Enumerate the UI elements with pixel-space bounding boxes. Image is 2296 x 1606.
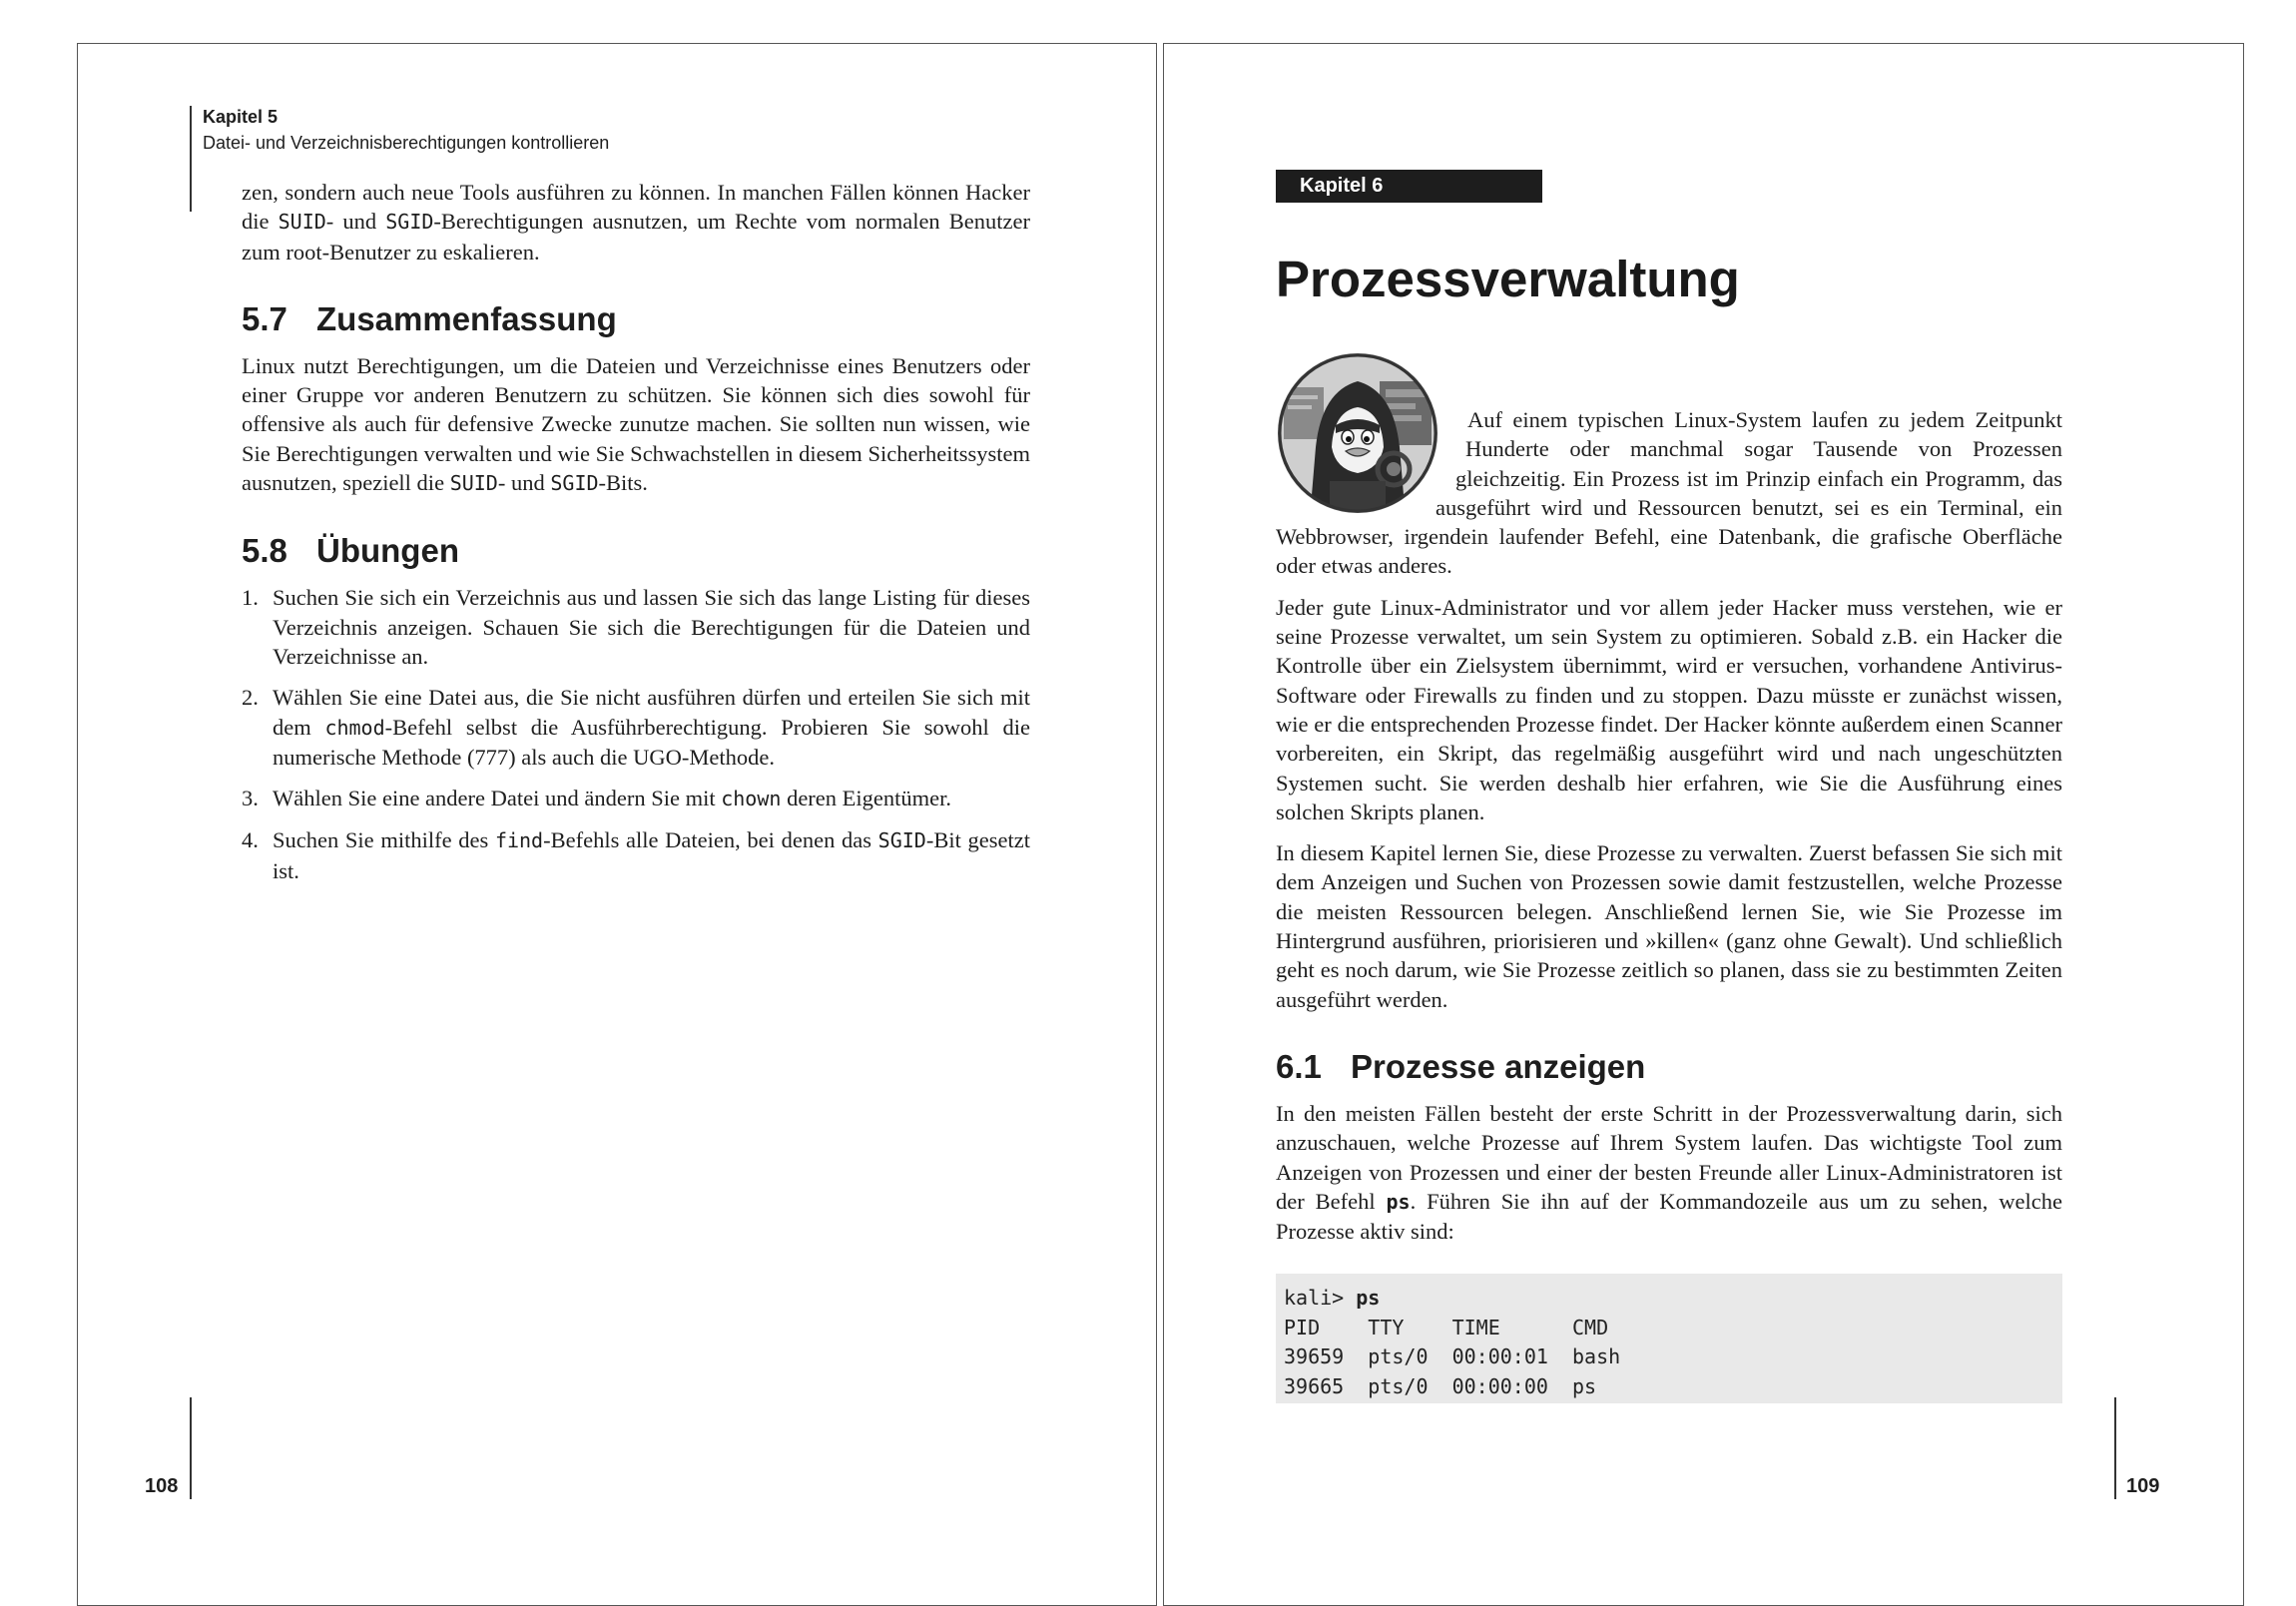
code-prompt-line: kali> ps bbox=[1284, 1286, 1381, 1310]
inline-code-suid: SUID bbox=[278, 210, 326, 235]
chapter-intro bbox=[1276, 405, 2062, 1246]
intro-paragraph-1: Auf einem typischen Linux-System laufen zu jedem Zeitpunkt Hunderte oder manchmal sogar Tausende von Prozessen gleichzeitig. Ein Prozess ist im Prinzip einfach ein Programm, das ausgeführt wird und Ressourcen benutzt, sei es ein Terminal, ein Webbrowser, irgendein laufender Befehl, eine Datenbank, die grafische Oberfläche oder etwas anderes. bbox=[1276, 407, 2062, 579]
summary-paragraph: Linux nutzt Berechtigungen, um die Dateien und Verzeichnisse eines Benutzers oder einer Gruppe vor anderen Benutzern zu schützen. Sie können sich dies sowohl für offensive als auch für defensive Zwecke zunutze machen. Sie sollten nun wissen, wie Sie Berechtigungen verwalten und wie Sie Schwachstellen in diesem Sicherheitssystem ausnutzen, speziell die SUID- und SGID-Bits. bbox=[242, 352, 1030, 496]
running-head-title: Datei- und Verzeichnisberechtigungen kontrollieren bbox=[203, 133, 610, 153]
code-block bbox=[1276, 1274, 2062, 1403]
inline-code-find: find bbox=[494, 828, 544, 853]
inline-code-sgid: SGID bbox=[385, 210, 434, 235]
list-item: 1. Suchen Sie sich ein Verzeichnis aus und lassen Sie sich das lange Listing für dieses Verzeichnis anzeigen. Schauen Sie sich die Berechtigungen für die Dateien und Verzeichnisse an. bbox=[242, 585, 1030, 669]
page-number-left: 108 bbox=[145, 1475, 179, 1497]
running-head-rule bbox=[190, 106, 192, 212]
inline-code-sgid: SGID bbox=[550, 471, 599, 496]
chapter-title: Prozessverwaltung bbox=[1276, 251, 1740, 307]
page-number-right: 109 bbox=[2126, 1475, 2160, 1497]
intro-paragraph-3: In diesem Kapitel lernen Sie, diese Prozesse zu verwalten. Zuerst befassen Sie sich mit dem Anzeigen und Suchen von Prozessen sowie damit festzustellen, welche Prozesse die meisten Ressourcen belegen. Anschließend lernen Sie, wie Sie Prozesse im Hintergrund ausführen, priorisieren und »killen« (ganz ohne Gewalt). Und schließlich geht es noch darum, wie Sie Prozesse zeitlich so planen, dass sie zu bestimmten Zeiten ausgeführt werden. bbox=[1276, 840, 2062, 1012]
inline-code-chown: chown bbox=[721, 787, 782, 811]
code-header-line: PID TTY TIME CMD bbox=[1284, 1315, 1609, 1339]
exercise-list bbox=[242, 583, 1030, 885]
inline-code-chmod: chmod bbox=[324, 715, 385, 740]
continuation-paragraph: zen, sondern auch neue Tools ausführen zu können. In manchen Fällen können Hacker die SUID- und SGID-Berechtigungen ausnutzen, um Rechte vom normalen Benutzer zum root-Benutzer zu eskalieren. bbox=[242, 180, 1031, 265]
intro-paragraph-2: Jeder gute Linux-Administrator und vor allem jeder Hacker muss verstehen, wie er seine Prozesse verwaltet, um sein System zu optimieren. Sobald z.B. ein Hacker die Kontrolle über ein Zielsystem übernimmt, wird er versuchen, vorhandene Antivirus-Software oder Firewalls zu finden und zu stoppen. Dazu müsste er zunächst wissen, wie er die entsprechenden Prozesse findet. Der Hacker könnte außerdem einen Scanner vorbereiten, ein Skript, das regelmäßig ausgeführt wird und nach ungeschützten Systemen sucht. Sie werden deshalb hier erfahren, wie Sie die Ausführung eines solchen Skripts planen. bbox=[1276, 594, 2062, 824]
inline-code-sgid: SGID bbox=[877, 828, 926, 853]
section-6-1-paragraph: In den meisten Fällen besteht der erste Schritt in der Prozessverwaltung darin, sich anzuschauen, welche Prozesse auf Ihrem System laufen. Das wichtigste Tool zum Anzeigen von Prozessen und einer der besten Freunde aller Linux-Administratoren ist der Befehl ps. Führen Sie ihn auf der Kommandozeile aus um zu sehen, welche Prozesse aktiv sind: bbox=[1276, 1100, 2062, 1245]
list-item: 4. Suchen Sie mithilfe des find-Befehls alle Dateien, bei denen das SGID-Bit gesetzt ist. bbox=[242, 827, 1030, 883]
running-head-chapter: Kapitel 5 bbox=[203, 107, 279, 127]
section-heading-6-1: 6.1 Prozesse anzeigen bbox=[1276, 1047, 1646, 1085]
inline-code-ps: ps bbox=[1386, 1189, 1411, 1214]
left-body bbox=[242, 178, 1030, 897]
chapter-label: Kapitel 6 bbox=[1276, 170, 1542, 203]
section-heading-5-8: 5.8 Übungen bbox=[242, 532, 459, 570]
page-number-rule-left bbox=[190, 1397, 192, 1499]
page-number-rule-right bbox=[2114, 1397, 2116, 1499]
inline-code-suid: SUID bbox=[449, 471, 498, 496]
list-item: 2. Wählen Sie eine Datei aus, die Sie nicht ausführen dürfen und erteilen Sie sich mit dem chmod-Befehl selbst die Ausführberechtigung. Probieren Sie sowohl die numerische Methode (777) als auch die UGO-Methode. bbox=[242, 685, 1030, 770]
code-row: 39659 pts/0 00:00:01 bash bbox=[1284, 1344, 1621, 1368]
list-item: 3. Wählen Sie eine andere Datei und ändern Sie mit chown deren Eigentümer. bbox=[242, 786, 952, 811]
section-heading-5-7: 5.7 Zusammenfassung bbox=[242, 299, 617, 337]
code-row: 39665 pts/0 00:00:00 ps bbox=[1284, 1373, 1597, 1398]
running-head bbox=[203, 104, 609, 156]
